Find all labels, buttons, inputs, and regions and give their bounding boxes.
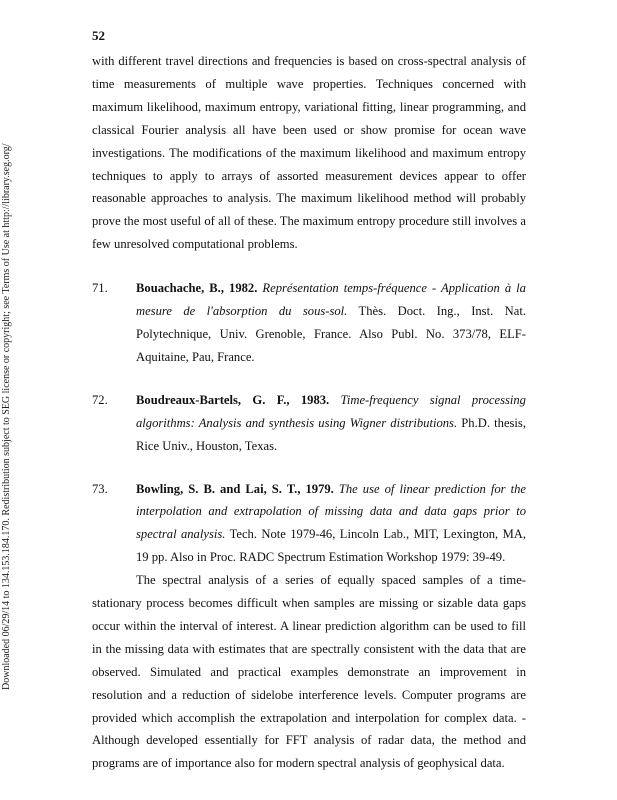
entry-title: The use of linear prediction for the interpolation and extrapolation of missing data and data gaps prior to spectral analysis.: [136, 481, 526, 542]
entry-number: 72.: [92, 392, 108, 407]
entry-number: 73.: [92, 481, 108, 496]
page-number: 52: [92, 28, 105, 43]
download-notice: [0, 0, 14, 800]
entry-author: Bowling, S. B. and Lai, S. T., 1979.: [136, 481, 334, 496]
entry-title: Time-frequency signal processing algorithms: Analysis and synthesis using Wigner distributions.: [136, 392, 526, 430]
bibliography-entry-73: [92, 478, 526, 570]
entry-details: Thès. Doct. Ing., Inst. Nat. Polytechnique, Univ. Grenoble, France. Also Publ. No. 373/78, ELF-Aquitaine, Pau, France.: [136, 304, 526, 364]
bibliography-entry-71: [92, 277, 526, 369]
entry-number: 71.: [92, 281, 108, 296]
entry-details: Ph.D. thesis, Rice Univ., Houston, Texas.: [136, 415, 526, 453]
entry-details: Tech. Note 1979-46, Lincoln Lab., MIT, Lexington, MA, 19 pp. Also in Proc. RADC Spectrum Estimation Workshop 1979: 39-49.: [136, 527, 527, 565]
intro-paragraph: with different travel directions and frequencies is based on cross-spectral analysis of time measurements of multiple wave properties. Techniques concerned with maximum likelihood, maximum entropy, variational fitting, linear programming, and classical Fourier analysis all have been used or show promise for ocean wave investigations. The modifications of the maximum likelihood and maximum entropy techniques to apply to arrays of assorted measurement devices appear to offer reasonable approaches to analysis. The maximum likelihood method will probably prove the most useful of all of these. The maximum entropy procedure still involves a few unresolved computational problems.: [92, 54, 526, 252]
bibliography-entry-72: [92, 389, 526, 458]
entry-title: Représentation temps-fréquence - Application à la mesure de l'absorption du sous-sol.: [136, 281, 526, 319]
download-notice-text: Downloaded 06/29/14 to 134.153.184.170. Redistribution subject to SEG license or copyright; see Terms of Use at http://library.seg.org/: [1, 143, 12, 690]
entry-author: Bouachache, B., 1982.: [136, 281, 258, 296]
entry-abstract: The spectral analysis of a series of equally spaced samples of a time-stationary process becomes difficult when samples are missing or sizable data gaps occur within the interval of interest. A linear prediction algorithm can be used to fill in the missing data with estimates that are spectrally consistent with the data that are observed. Simulated and practical examples demonstrate an improvement in resolution and a reduction of sidelobe interference levels. Computer programs are provided which accomplish the extrapolation and interpolation for complex data. - Although developed essentially for FFT analysis of radar data, the method and programs are of importance also for modern spectral analysis of geophysical data.: [92, 573, 526, 771]
entry-author: Boudreaux-Bartels, G. F., 1983.: [136, 392, 330, 407]
page-body: [92, 50, 526, 775]
